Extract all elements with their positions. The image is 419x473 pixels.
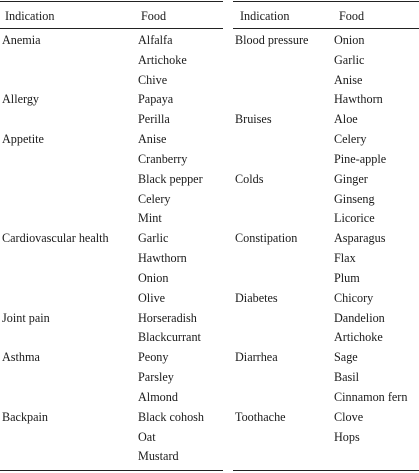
header-rule bbox=[0, 28, 223, 29]
top-rule bbox=[233, 1, 419, 2]
indication-cell: Allergy bbox=[2, 92, 40, 107]
food-cell: Plum bbox=[334, 270, 360, 285]
food-cell: Artichoke bbox=[138, 52, 187, 67]
food-cell: Garlic bbox=[334, 52, 365, 67]
food-cell: Hawthorn bbox=[334, 92, 383, 107]
food-cell: Alfalfa bbox=[138, 33, 173, 47]
indication-cell: Anemia bbox=[2, 33, 41, 47]
table-row bbox=[0, 31, 223, 51]
food-cell: Olive bbox=[138, 290, 166, 305]
indication-cell: Blood pressure bbox=[235, 33, 309, 47]
bottom-rule bbox=[0, 470, 223, 471]
table-row bbox=[233, 51, 419, 71]
food-cell: Licorice bbox=[334, 211, 375, 226]
table-row bbox=[233, 269, 419, 289]
food-cell: Oat bbox=[138, 429, 156, 444]
table-row bbox=[0, 130, 223, 150]
table-row bbox=[0, 71, 223, 91]
table-row bbox=[233, 110, 419, 130]
table-row bbox=[233, 190, 419, 210]
table-row bbox=[0, 249, 223, 269]
food-cell: Peony bbox=[138, 350, 169, 365]
food-cell: Parsley bbox=[138, 370, 174, 385]
table-row bbox=[0, 150, 223, 170]
table-row bbox=[233, 388, 419, 408]
indication-cell: Diarrhea bbox=[235, 350, 278, 365]
table-row bbox=[233, 31, 419, 51]
right-table-rows bbox=[233, 31, 419, 447]
food-cell: Blackcurrant bbox=[138, 330, 201, 345]
food-cell: Horseradish bbox=[138, 310, 197, 325]
indication-cell: Constipation bbox=[235, 231, 298, 246]
table-row bbox=[233, 209, 419, 229]
table-row bbox=[233, 309, 419, 329]
table-row bbox=[233, 90, 419, 110]
food-cell: Asparagus bbox=[334, 231, 386, 246]
table-row bbox=[233, 150, 419, 170]
food-cell: Garlic bbox=[138, 231, 169, 246]
food-cell: Flax bbox=[334, 251, 356, 266]
table-row bbox=[0, 447, 223, 467]
food-header: Food bbox=[141, 9, 167, 23]
table-row bbox=[0, 229, 223, 249]
header-rule bbox=[233, 28, 419, 29]
indication-cell: Diabetes bbox=[235, 290, 278, 305]
table-row bbox=[0, 90, 223, 110]
indication-cell: Asthma bbox=[2, 350, 40, 365]
food-cell: Mint bbox=[138, 211, 162, 226]
food-cell: Anise bbox=[138, 132, 167, 147]
indication-header: Indication bbox=[240, 9, 290, 23]
food-cell: Ginger bbox=[334, 171, 368, 186]
indication-cell: Backpain bbox=[2, 409, 49, 424]
table-row bbox=[233, 428, 419, 448]
food-cell: Almond bbox=[138, 389, 178, 404]
food-cell: Mustard bbox=[138, 449, 179, 464]
table-row bbox=[233, 408, 419, 428]
food-cell: Black cohosh bbox=[138, 409, 205, 424]
table-row bbox=[0, 170, 223, 190]
table-row bbox=[0, 348, 223, 368]
indication-cell: Joint pain bbox=[2, 310, 50, 325]
food-cell: Artichoke bbox=[334, 330, 383, 345]
indication-cell: Colds bbox=[235, 171, 264, 186]
food-cell: Papaya bbox=[138, 92, 174, 107]
indication-cell: Cardiovascular health bbox=[2, 231, 109, 246]
indication-cell: Toothache bbox=[235, 409, 286, 424]
food-cell: Ginseng bbox=[334, 191, 375, 206]
food-cell: Black pepper bbox=[138, 171, 203, 186]
indication-header: Indication bbox=[5, 9, 55, 23]
food-header: Food bbox=[339, 9, 365, 23]
food-cell: Dandelion bbox=[334, 310, 385, 325]
food-cell: Sage bbox=[334, 350, 358, 365]
food-cell: Pine-apple bbox=[334, 151, 387, 166]
table-row bbox=[233, 348, 419, 368]
food-cell: Onion bbox=[334, 33, 365, 47]
table-row bbox=[0, 309, 223, 329]
table-row bbox=[0, 209, 223, 229]
table-row bbox=[0, 388, 223, 408]
table-row bbox=[233, 289, 419, 309]
table-row bbox=[0, 368, 223, 388]
table-row bbox=[0, 269, 223, 289]
table-row bbox=[233, 130, 419, 150]
food-cell: Clove bbox=[334, 409, 364, 424]
food-cell: Anise bbox=[334, 72, 363, 87]
table-row bbox=[0, 110, 223, 130]
food-cell: Aloe bbox=[334, 112, 358, 127]
left-table-rows bbox=[0, 31, 223, 467]
table-row bbox=[233, 328, 419, 348]
bottom-rule bbox=[233, 470, 419, 471]
table-row bbox=[0, 289, 223, 309]
food-cell: Celery bbox=[334, 132, 367, 147]
food-cell: Perilla bbox=[138, 112, 170, 127]
table-row bbox=[0, 190, 223, 210]
food-cell: Onion bbox=[138, 270, 169, 285]
food-cell: Chicory bbox=[334, 290, 374, 305]
food-cell: Hops bbox=[334, 429, 360, 444]
food-cell: Hawthorn bbox=[138, 251, 187, 266]
indication-cell: Bruises bbox=[235, 112, 272, 127]
table-row bbox=[233, 368, 419, 388]
food-cell: Celery bbox=[138, 191, 171, 206]
food-cell: Chive bbox=[138, 72, 168, 87]
food-cell: Cinnamon fern bbox=[334, 389, 408, 404]
table-row bbox=[0, 51, 223, 71]
table-row bbox=[0, 328, 223, 348]
table-row bbox=[233, 71, 419, 91]
table-row bbox=[233, 249, 419, 269]
table-row bbox=[233, 170, 419, 190]
food-cell: Cranberry bbox=[138, 151, 188, 166]
top-rule bbox=[0, 1, 223, 2]
table-row bbox=[233, 229, 419, 249]
table-row bbox=[0, 428, 223, 448]
table-row bbox=[0, 408, 223, 428]
indication-cell: Appetite bbox=[2, 132, 44, 147]
food-cell: Basil bbox=[334, 370, 360, 385]
